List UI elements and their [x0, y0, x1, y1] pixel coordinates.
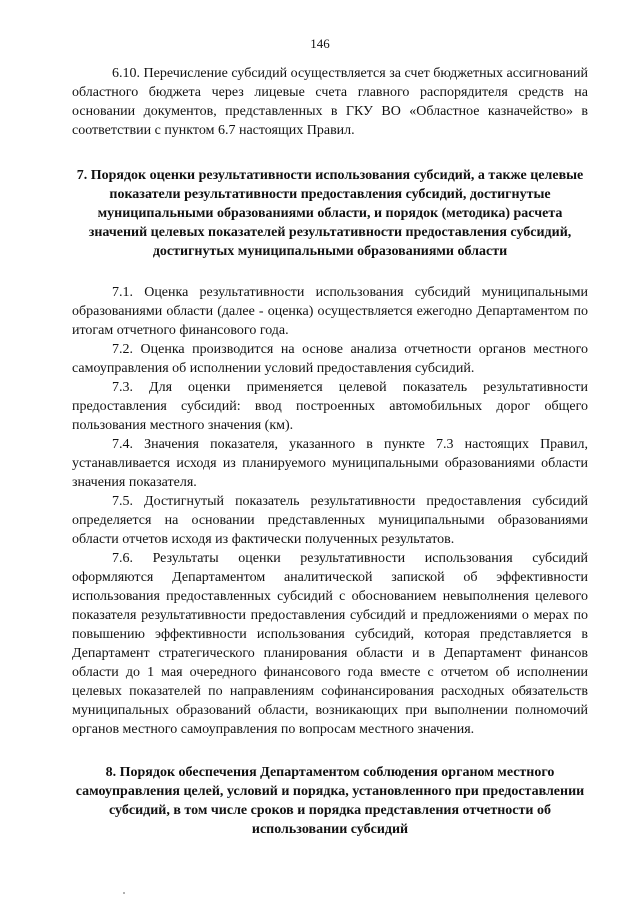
- paragraph-7-6: 7.6. Результаты оценки результативности использования субсидий оформляются Департаментом аналитической запиской об эффективности использования предоставленных субсидий с обоснованием невыполнения целевого показателя результативности предоставления субсидий и предложениями о мерах по повышению эффективности использования субсидий, которая представляется в Департамент стратегического планирования области и в Департамент финансов области до 1 мая очередного финансового года вместе с отчетом об исполнении целевых показателей по направлениям софинансирования расходных обязательств муниципальных образований области, возникающих при выполнении полномочий органов местного самоуправления по вопросам местного значения.: [72, 551, 588, 737]
- section-7-heading: 7. Порядок оценки результативности использования субсидий, а также целевые показатели результативности предоставления субсидий, достигнутые муниципальными образованиями области, и порядок (методика) расчета значений целевых показателей результативности предоставления субсидий, достигнутых муниципальными образованиями области: [76, 168, 584, 259]
- scan-speck: [123, 892, 125, 894]
- paragraph-7-2: 7.2. Оценка производится на основе анализа отчетности органов местного самоуправления об исполнении условий предоставления субсидий.: [72, 342, 588, 376]
- paragraph-7-1: 7.1. Оценка результативности использования субсидий муниципальными образованиями области (далее - оценка) осуществляется ежегодно Департаментом по итогам отчетного финансового года.: [72, 285, 588, 338]
- document-body: [72, 64, 588, 839]
- paragraph-7-4: 7.4. Значения показателя, указанного в пункте 7.3 настоящих Правил, устанавливается исходя из планируемого муниципальными образованиями области значения показателя.: [72, 437, 588, 490]
- paragraph-6-10: 6.10. Перечисление субсидий осуществляется за счет бюджетных ассигнований областного бюджета через лицевые счета главного распорядителя средств на основании документов, представленных в ГКУ ВО «Областное казначейство» в соответствии с пунктом 6.7 настоящих Правил.: [72, 66, 588, 138]
- section-8-heading: 8. Порядок обеспечения Департаментом соблюдения органом местного самоуправления целей, условий и порядка, установленного при предоставлении субсидий, в том числе сроков и порядка представления отчетности об использовании субсидий: [75, 765, 585, 837]
- paragraph-7-3: 7.3. Для оценки применяется целевой показатель результативности предоставления субсидий: ввод построенных автомобильных дорог общего пользования местного значения (км).: [72, 380, 588, 433]
- paragraph-7-5: 7.5. Достигнутый показатель результативности предоставления субсидий определяется на основании представленных муниципальными образованиями области отчетов исходя из фактически полученных результатов.: [72, 494, 588, 547]
- page-number: 146: [310, 36, 330, 51]
